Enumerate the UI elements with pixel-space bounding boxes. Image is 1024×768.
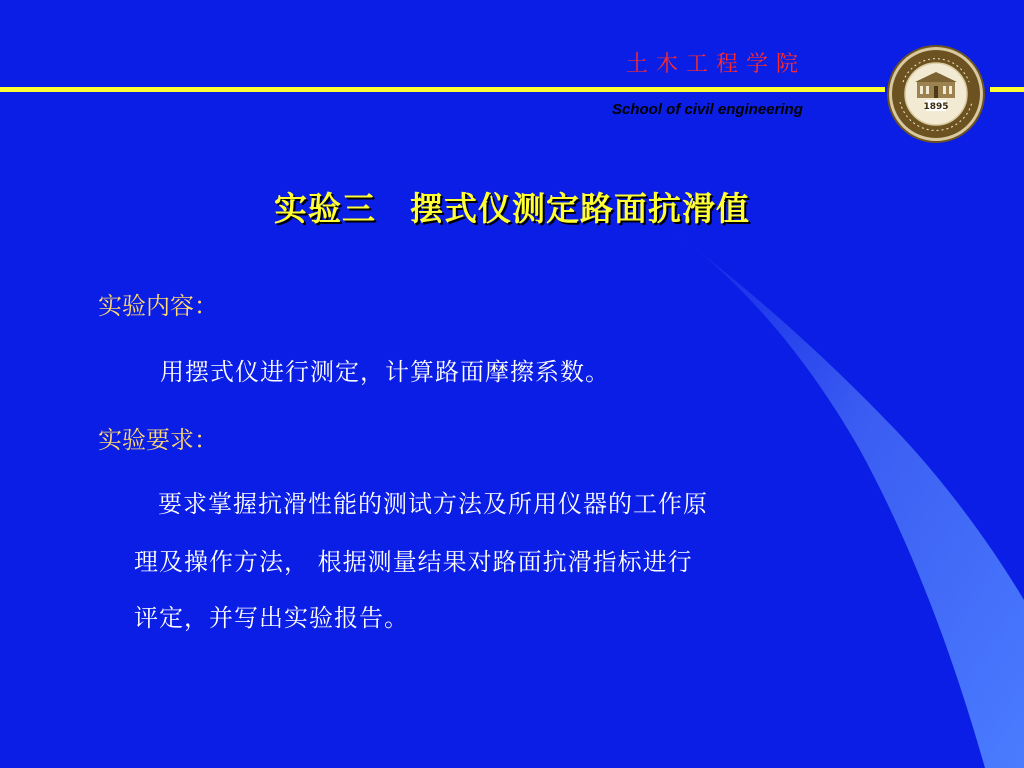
school-name-english: School of civil engineering xyxy=(612,101,803,118)
content-line: 用摆式仪进行测定，计算路面摩擦系数。 xyxy=(160,358,610,386)
section-heading-requirement: 实验要求： xyxy=(98,426,218,454)
university-seal-icon xyxy=(886,44,986,144)
requirement-line-3: 评定，并写出实验报告。 xyxy=(134,604,409,632)
header-accent-line xyxy=(0,87,885,92)
school-name-chinese: 土木工程学院 xyxy=(626,52,807,77)
slide-title: 实验三 摆式仪测定路面抗滑值 xyxy=(274,189,750,228)
svg-text:1895: 1895 xyxy=(923,102,949,112)
header-accent-line-right xyxy=(990,87,1024,92)
requirement-line-1: 要求掌握抗滑性能的测试方法及所用仪器的工作原 xyxy=(158,490,708,518)
section-heading-content: 实验内容： xyxy=(98,292,218,320)
requirement-line-2: 理及操作方法， 根据测量结果对路面抗滑指标进行 xyxy=(134,548,693,576)
